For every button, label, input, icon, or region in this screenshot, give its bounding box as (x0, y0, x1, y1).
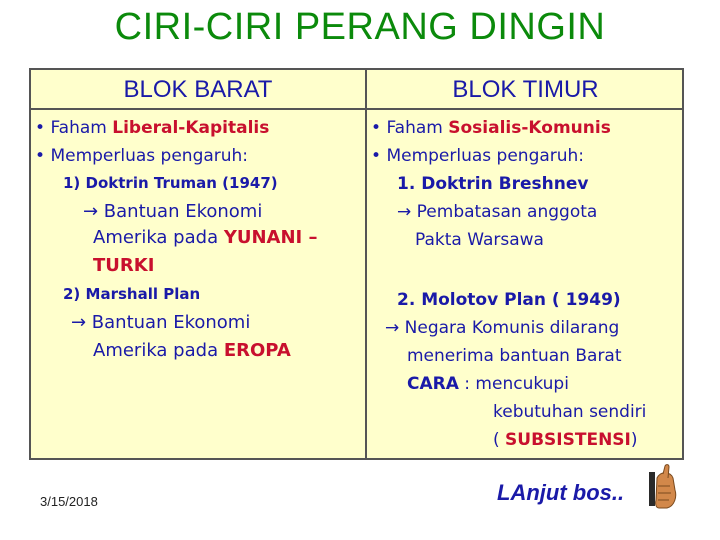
left-bullet-faham: • Faham Liberal-Kapitalis (35, 118, 270, 138)
left-item2-line1: → Bantuan Ekonomi (71, 312, 251, 333)
right-item-molotov: 2. Molotov Plan ( 1949) (397, 290, 621, 310)
right-bullet-pengaruh: • Memperluas pengaruh: (371, 146, 585, 166)
right-item1-line1: → Pembatasan anggota (397, 202, 598, 222)
column-divider (365, 70, 367, 458)
left-item-truman: 1) Doktrin Truman (1947) (63, 174, 278, 192)
right-item-breshnev: 1. Doktrin Breshnev (397, 174, 589, 194)
left-item-marshall: 2) Marshall Plan (63, 285, 201, 303)
right-cara-line: CARA : mencukupi (407, 374, 569, 394)
page-title: CIRI-CIRI PERANG DINGIN (114, 6, 606, 48)
left-item1-line3: TURKI (93, 255, 155, 276)
right-item2-line1: → Negara Komunis dilarang (385, 318, 620, 338)
pointing-hand-icon (645, 464, 685, 514)
comparison-table (29, 68, 684, 460)
right-item1-line2: Pakta Warsawa (415, 230, 544, 250)
left-item1-line1: → Bantuan Ekonomi (83, 201, 263, 222)
right-item2-line2: menerima bantuan Barat (407, 346, 622, 366)
header-blok-barat: BLOK BARAT (123, 76, 273, 103)
left-item1-line2: Amerika pada YUNANI – (93, 227, 318, 248)
right-bullet-faham: • Faham Sosialis-Komunis (371, 118, 611, 138)
next-link[interactable]: LAnjut bos.. (497, 480, 625, 505)
right-cara-line2: kebutuhan sendiri (493, 402, 647, 422)
slide-date: 3/15/2018 (40, 494, 98, 509)
header-blok-timur: BLOK TIMUR (452, 76, 599, 103)
right-subsistensi: ( SUBSISTENSI) (493, 430, 638, 450)
left-item2-line2: Amerika pada EROPA (93, 340, 291, 361)
left-bullet-pengaruh: • Memperluas pengaruh: (35, 146, 249, 166)
